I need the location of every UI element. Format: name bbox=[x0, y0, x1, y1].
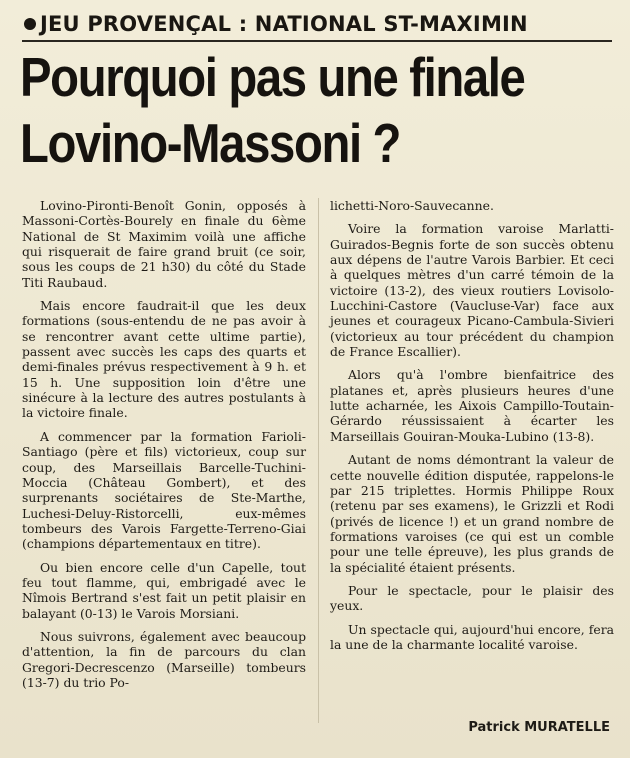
kicker-rule bbox=[22, 40, 612, 42]
paragraph: Voire la formation varoise Marlatti-Guirados-Begnis forte de son succès obtenu aux dépens de l'autre Varois Barbier. Et ceci à quelques mètres d'un carré témoin de la victoire (13-2), des vieux routiers Lovisolo-Lucchini-Castore (Vaucluse-Var) face aux jeunes et courageux Picano-Cambula-Sivieri (victorieux au tour précédent du champion de France Escallier). bbox=[330, 221, 614, 360]
paragraph: Un spectacle qui, aujourd'hui encore, fera la une de la charmante localité varoise. bbox=[330, 621, 614, 652]
paragraph: Alors qu'à l'ombre bienfaitrice des platanes et, après plusieurs heures d'une lutte acharnée, les Aixois Campillo-Toutain-Gérardo réussissaient à écarter les Marseillais Gouiran-Mouka-Lubino (13-8). bbox=[330, 367, 614, 444]
kicker-text: JEU PROVENÇAL : NATIONAL ST-MAXIMIN bbox=[40, 12, 528, 36]
left-column bbox=[22, 198, 306, 698]
paragraph: Pour le spectacle, pour le plaisir des yeux. bbox=[330, 582, 614, 614]
kicker bbox=[24, 10, 614, 40]
paragraph: Mais encore faudrait-il que les deux formations (sous-entendu de ne pas avoir à se rencontrer avant cette ultime partie), passent avec succès les caps des quarts et demi-finales prévus respectivement à 9 h. et 15 h. Une supposition loin d'être une sinécure à la lecture des autres postulants à la victoire finale. bbox=[22, 298, 306, 421]
right-column bbox=[330, 198, 614, 660]
paragraph: Autant de noms démontrant la valeur de cette nouvelle édition disputée, rappelons-le par 215 triplettes. Hormis Philippe Roux (retenu par ses examens), le Grizzli et Rodi (privés de licence !) et un grand nombre de formations varoises (ce qui est un comble pour une telle épreuve), les plus grands de la spécialité étaient présents. bbox=[330, 452, 614, 575]
headline-line-2: Lovino-Massoni ? bbox=[20, 112, 401, 174]
author-signature: Patrick MURATELLE bbox=[468, 720, 610, 735]
paragraph: Ou bien encore celle d'un Capelle, tout feu tout flamme, qui, embrigadé avec le Nîmois Bertrand s'est fait un petit plaisir en balayant (0-13) le Varois Morsiani. bbox=[22, 559, 306, 621]
paragraph: A commencer par la formation Farioli-Santiago (père et fils) victorieux, coup sur coup, des Marseillais Barcelle-Tuchini-Moccia (Château Gombert), et des surprenants sociétaires de Ste-Marthe, Luchesi-Deluy-Ristorcelli, eux-mêmes tombeurs des Varois Fargette-Terreno-Giai (champions départementaux en titre). bbox=[22, 428, 306, 552]
column-divider bbox=[318, 198, 319, 723]
paragraph: Lovino-Pironti-Benoît Gonin, opposés à Massoni-Cortès-Bourely en finale du 6ème National de St Maximim voilà une affiche qui risquerait de faire grand bruit (ce soir, sous les coups de 21 h30) du côté du Stade Titi Raubaud. bbox=[22, 198, 306, 290]
paragraph-continuation: lichetti-Noro-Sauvecanne. bbox=[330, 198, 494, 213]
bullet-icon bbox=[24, 18, 36, 30]
headline bbox=[20, 44, 536, 176]
headline-line-1: Pourquoi pas une finale bbox=[20, 46, 525, 108]
paragraph: Nous suivrons, également avec beaucoup d'attention, la fin de parcours du clan Gregori-Decrescenzo (Marseille) tombeurs (13-7) du trio Po- bbox=[22, 628, 306, 690]
